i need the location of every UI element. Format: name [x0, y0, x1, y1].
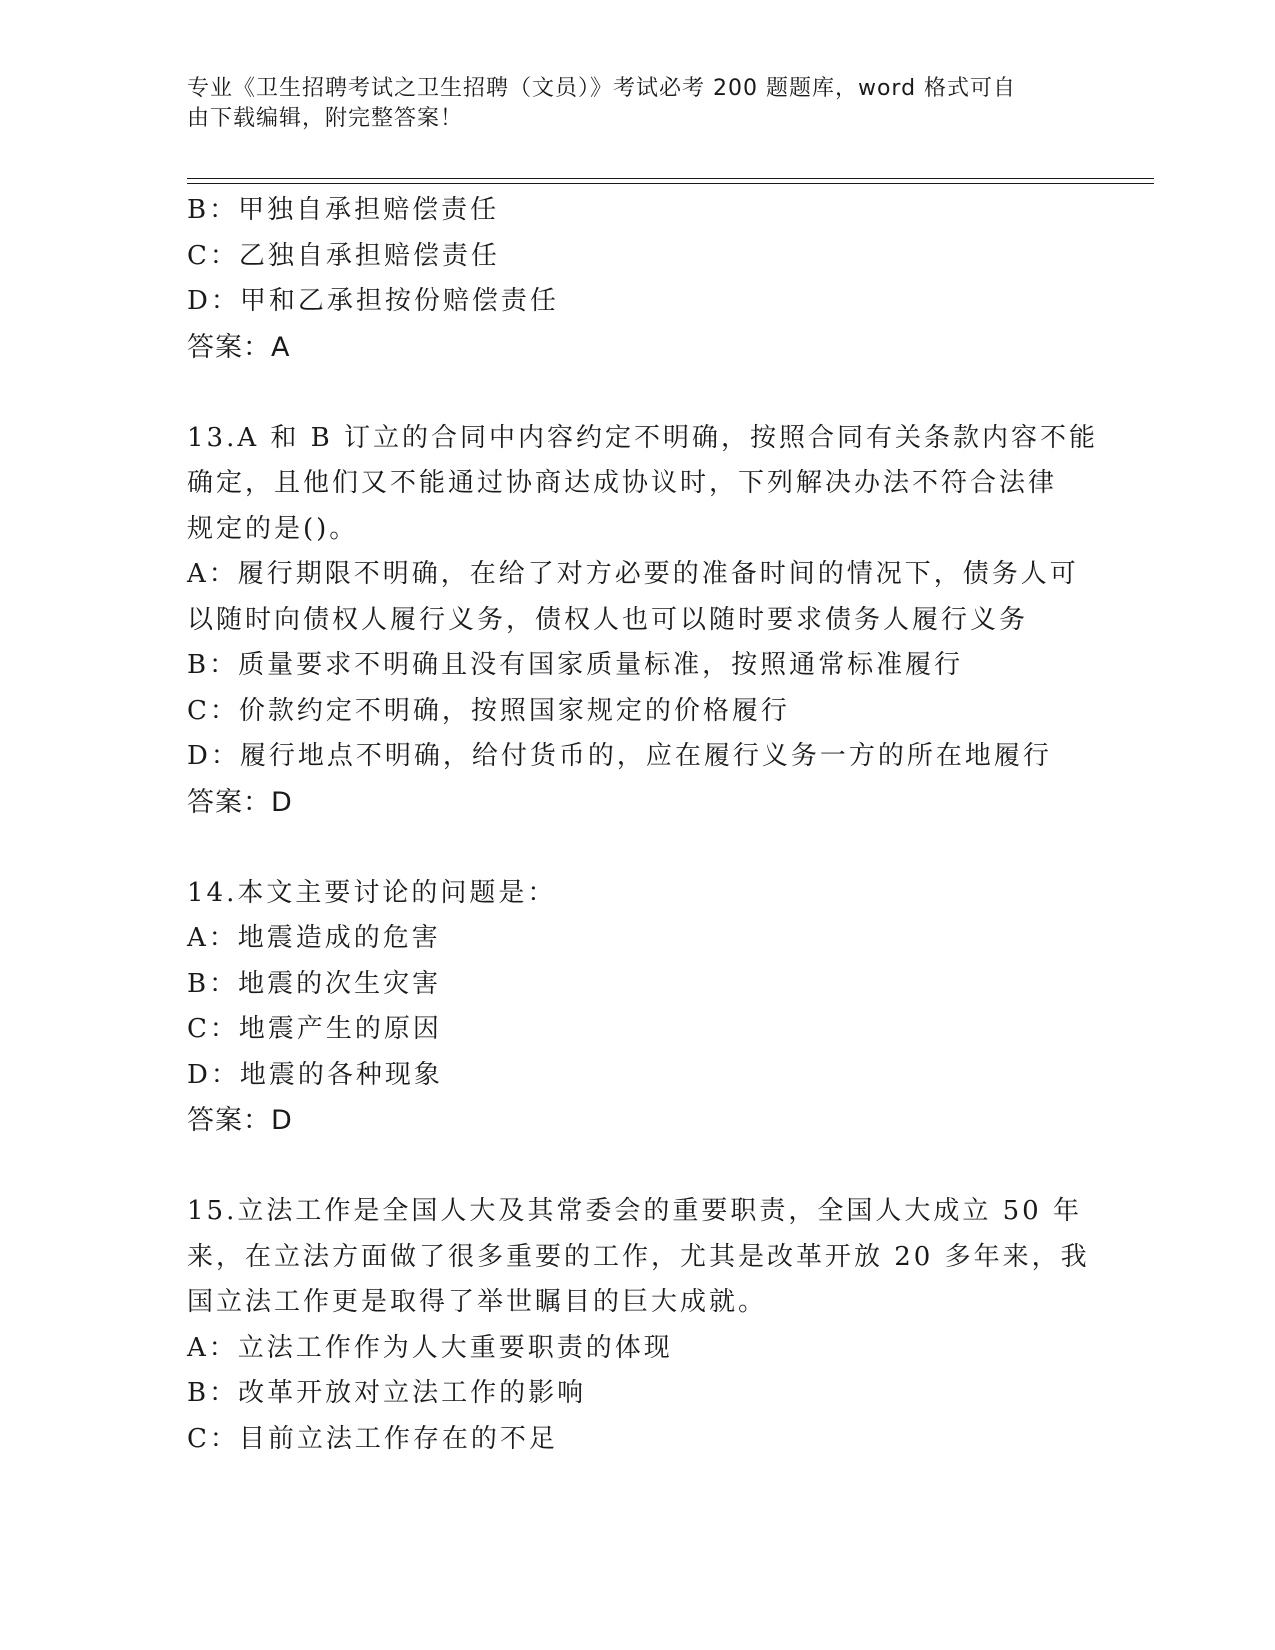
header-divider-top [187, 178, 1154, 179]
answer: 答案：D [187, 786, 293, 818]
header-line-1: 专业《卫生招聘考试之卫生招聘（文员）》考试必考 200 题题库，word 格式可自 [187, 76, 1017, 101]
option-b: B：质量要求不明确且没有国家质量标准，按照通常标准履行 [187, 650, 964, 680]
option-a-continued: 以随时向债权人履行义务，债权人也可以随时要求债务人履行义务 [187, 604, 1029, 635]
option-d: D：履行地点不明确，给付货币的，应在履行义务一方的所在地履行 [187, 741, 1052, 771]
question-stem-line: 来，在立法方面做了很多重要的工作，尤其是改革开放 20 多年来，我 [187, 1241, 1090, 1272]
spacer [187, 825, 1087, 871]
document-header [187, 74, 1067, 134]
header-line-2: 由下载编辑，附完整答案！ [187, 106, 464, 131]
option-a: A：履行期限不明确，在给了对方必要的准备时间的情况下，债务人可 [187, 559, 1079, 589]
option-b: B：改革开放对立法工作的影响 [187, 1378, 587, 1408]
question-stem-line: 确定，且他们又不能通过协商达成协议时，下列解决办法不符合法律 [187, 468, 1058, 498]
option-c: C：价款约定不明确，按照国家规定的价格履行 [187, 695, 790, 726]
option-c: C：目前立法工作存在的不足 [187, 1423, 558, 1454]
question-stem-line: 13.A 和 B 订立的合同中内容约定不明确，按照合同有关条款内容不能 [187, 422, 1099, 453]
question-stem-line: 规定的是()。 [187, 513, 359, 544]
option-d: D：地震的各种现象 [187, 1059, 443, 1090]
option-d: D：甲和乙承担按份赔偿责任 [187, 286, 559, 316]
answer: 答案：D [187, 1105, 293, 1136]
spacer [187, 370, 1087, 416]
question-15 [187, 1189, 1090, 1462]
document-body [187, 188, 1099, 1462]
option-c: C：乙独自承担赔偿责任 [187, 240, 500, 271]
header-divider-bottom [187, 183, 1154, 184]
question-14 [187, 871, 1087, 1144]
option-a: A：立法工作作为人大重要职责的体现 [187, 1332, 673, 1363]
question-stem-line: 15.立法工作是全国人大及其常委会的重要职责，全国人大成立 50 年 [187, 1196, 1082, 1226]
question-13 [187, 416, 1099, 826]
option-b: B：甲独自承担赔偿责任 [187, 195, 500, 225]
answer: 答案：A [187, 331, 291, 363]
question-12 [187, 188, 1087, 370]
option-c: C：地震产生的原因 [187, 1014, 442, 1044]
spacer [187, 1144, 1087, 1190]
option-a: A：地震造成的危害 [187, 923, 441, 953]
question-stem-line: 国立法工作更是取得了举世瞩目的巨大成就。 [187, 1287, 768, 1317]
option-b: B：地震的次生灾害 [187, 968, 442, 999]
question-stem: 14.本文主要讨论的问题是： [187, 877, 557, 908]
